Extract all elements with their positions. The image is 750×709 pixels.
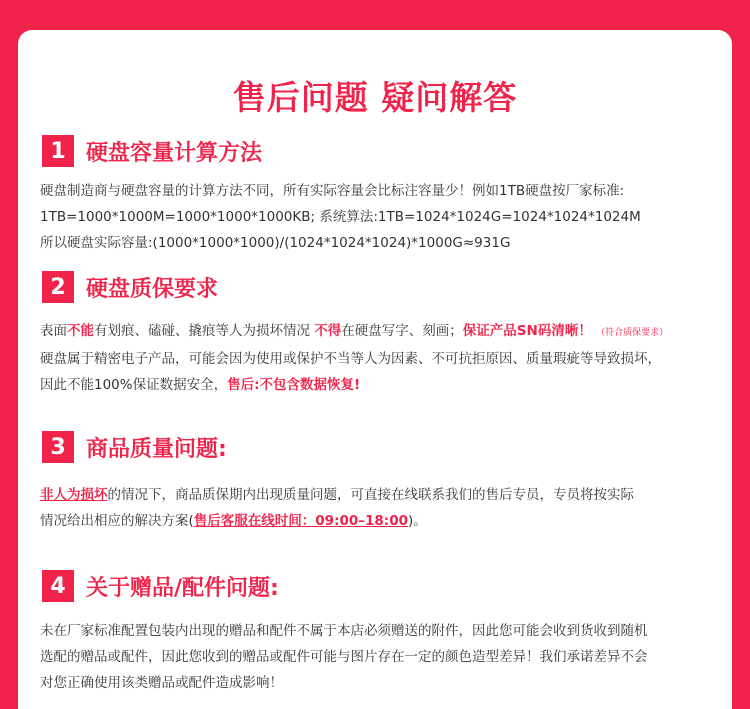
section-3-header bbox=[42, 431, 227, 463]
text-run: 的情况下，商品质保期内出现质量问题，可直接在线联系我们的售后专员，专员将按实际 bbox=[107, 487, 634, 503]
paragraph-line: 1TB=1000*1000M=1000*1000*1000KB; 系统算法:1TB=1024*1024G=1024*1024*1024M bbox=[40, 209, 641, 225]
paragraph-line bbox=[40, 482, 730, 508]
section-4-body bbox=[40, 618, 730, 696]
section-heading: 商品质量问题: bbox=[86, 436, 227, 462]
text-run: 因此不能100%保证数据安全， bbox=[40, 377, 228, 393]
highlight-text: 售后:不包含数据恢复! bbox=[227, 377, 361, 393]
section-number-badge: 3 bbox=[42, 431, 74, 463]
section-heading: 关于赠品/配件问题: bbox=[86, 575, 279, 601]
paragraph-line: 对您正确使用该类赠品或配件造成影响！ bbox=[40, 675, 283, 691]
text-run: 有划痕、磕碰、撬痕等人为损坏情况 bbox=[94, 323, 315, 339]
highlight-text: 非人为损坏 bbox=[40, 487, 108, 503]
page-title: 售后问题 疑问解答 bbox=[232, 78, 518, 117]
section-number-badge: 1 bbox=[42, 135, 74, 167]
section-number-badge: 4 bbox=[42, 570, 74, 602]
paragraph-line: 所以硬盘实际容量:(1000*1000*1000)/(1024*1024*1024)*1000G≈931G bbox=[40, 235, 511, 251]
service-hours-text: 售后客服在线时间：09:00–18:00 bbox=[193, 513, 408, 529]
highlight-text: 不得 bbox=[314, 323, 342, 339]
section-1-header bbox=[42, 135, 262, 167]
paragraph-line bbox=[40, 318, 730, 346]
section-1-body bbox=[40, 178, 730, 256]
text-run: 在硬盘写字、刻画； bbox=[341, 323, 463, 339]
paragraph-line bbox=[40, 508, 730, 534]
text-run: )。 bbox=[407, 513, 427, 529]
section-2-header bbox=[42, 271, 218, 303]
section-heading: 硬盘质保要求 bbox=[86, 276, 219, 302]
note-text: （符合质保要求） bbox=[596, 328, 669, 338]
section-3-body bbox=[40, 482, 730, 534]
paragraph-line: 选配的赠品或配件，因此您收到的赠品或配件可能与图片存在一定的颜色造型差异！我们承诺差异不会 bbox=[40, 649, 648, 665]
paragraph-line: 硬盘制造商与硬盘容量的计算方法不同，所有实际容量会比标注容量少！例如1TB硬盘按厂家标准: bbox=[40, 183, 625, 199]
text-run: 表面 bbox=[40, 323, 67, 339]
text-run: 情况给出相应的解决方案( bbox=[40, 513, 194, 529]
section-number-badge: 2 bbox=[42, 271, 74, 303]
section-heading: 硬盘容量计算方法 bbox=[86, 140, 263, 166]
paragraph-line bbox=[40, 372, 730, 398]
highlight-text: 保证产品SN码清晰！ bbox=[462, 323, 592, 339]
section-2-body bbox=[40, 318, 730, 398]
content-card bbox=[18, 30, 732, 709]
paragraph-line: 硬盘属于精密电子产品，可能会因为使用或保护不当等人为因素、不可抗拒原因、质量瑕疵等导致损坏， bbox=[40, 351, 661, 367]
section-4-header bbox=[42, 570, 279, 602]
paragraph-line: 未在厂家标准配置包装内出现的赠品和配件不属于本店必须赠送的附件，因此您可能会收到货收到随机 bbox=[40, 623, 648, 639]
highlight-text: 不能 bbox=[67, 323, 94, 339]
